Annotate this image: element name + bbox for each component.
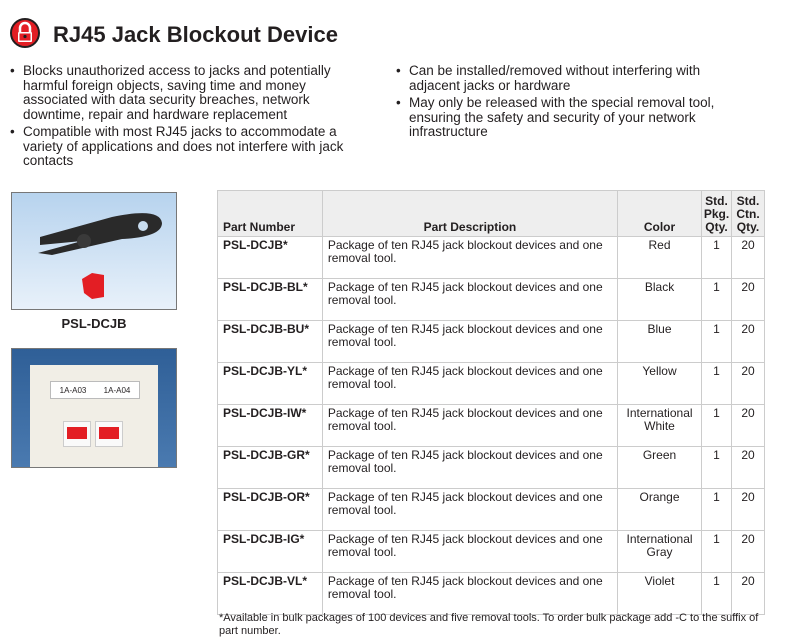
cell-part-description: Package of ten RJ45 jack blockout devices and one removal tool. bbox=[322, 363, 617, 405]
footnote: *Available in bulk packages of 100 devices and five removal tools. To order bulk package add -C to the suffix of part number. bbox=[219, 612, 759, 637]
cell-color: Black bbox=[618, 279, 702, 321]
header-part-number: Part Number bbox=[218, 191, 323, 237]
cell-std-pkg-qty: 1 bbox=[702, 573, 732, 615]
product-photo-faceplate bbox=[11, 348, 177, 468]
cell-color: Blue bbox=[618, 321, 702, 363]
cell-part-description: Package of ten RJ45 jack blockout devices and one removal tool. bbox=[322, 237, 617, 279]
cell-part-number: PSL-DCJB* bbox=[218, 237, 323, 279]
cell-part-description: Package of ten RJ45 jack blockout devices and one removal tool. bbox=[322, 489, 617, 531]
cell-color: International White bbox=[618, 405, 702, 447]
table-row bbox=[218, 321, 765, 363]
table-header-row bbox=[218, 191, 765, 237]
table-row bbox=[218, 489, 765, 531]
cell-part-description: Package of ten RJ45 jack blockout devices and one removal tool. bbox=[322, 279, 617, 321]
feature-list-right bbox=[394, 64, 724, 143]
feature-bullet: • Can be installed/removed without interfering with adjacent jacks or hardware bbox=[394, 64, 724, 93]
product-photo-removal-tool bbox=[11, 192, 177, 310]
jack-label: 1A-A03 bbox=[59, 385, 87, 395]
cell-std-ctn-qty: 20 bbox=[731, 237, 764, 279]
product-table bbox=[217, 190, 765, 615]
cell-part-description: Package of ten RJ45 jack blockout devices and one removal tool. bbox=[322, 321, 617, 363]
cell-part-number: PSL-DCJB-YL* bbox=[218, 363, 323, 405]
cell-std-ctn-qty: 20 bbox=[731, 573, 764, 615]
feature-list-left bbox=[8, 64, 353, 172]
cell-part-number: PSL-DCJB-BL* bbox=[218, 279, 323, 321]
cell-part-description: Package of ten RJ45 jack blockout devices and one removal tool. bbox=[322, 447, 617, 489]
table-row bbox=[218, 237, 765, 279]
feature-bullet: • Compatible with most RJ45 jacks to accommodate a variety of applications and does not interfere with jack contacts bbox=[8, 125, 353, 169]
table-row bbox=[218, 573, 765, 615]
page-title: RJ45 Jack Blockout Device bbox=[53, 22, 338, 47]
cell-std-pkg-qty: 1 bbox=[702, 363, 732, 405]
cell-std-ctn-qty: 20 bbox=[731, 363, 764, 405]
cell-std-pkg-qty: 1 bbox=[702, 237, 732, 279]
table-row bbox=[218, 279, 765, 321]
cell-std-pkg-qty: 1 bbox=[702, 279, 732, 321]
cell-part-number: PSL-DCJB-VL* bbox=[218, 573, 323, 615]
cell-part-number: PSL-DCJB-GR* bbox=[218, 447, 323, 489]
table-row bbox=[218, 405, 765, 447]
header-std-ctn-qty: Std. Ctn. Qty. bbox=[731, 191, 764, 237]
cell-std-pkg-qty: 1 bbox=[702, 321, 732, 363]
photo-caption: PSL-DCJB bbox=[61, 316, 127, 331]
feature-bullet: • May only be released with the special removal tool, ensuring the safety and security of your network infrastructure bbox=[394, 96, 724, 140]
cell-std-ctn-qty: 20 bbox=[731, 447, 764, 489]
cell-part-number: PSL-DCJB-IG* bbox=[218, 531, 323, 573]
cell-part-number: PSL-DCJB-IW* bbox=[218, 405, 323, 447]
cell-color: Orange bbox=[618, 489, 702, 531]
table-row bbox=[218, 447, 765, 489]
cell-part-description: Package of ten RJ45 jack blockout devices and one removal tool. bbox=[322, 405, 617, 447]
padlock-icon bbox=[10, 18, 40, 48]
cell-std-pkg-qty: 1 bbox=[702, 447, 732, 489]
cell-part-number: PSL-DCJB-OR* bbox=[218, 489, 323, 531]
table-row bbox=[218, 531, 765, 573]
header-part-description: Part Description bbox=[322, 191, 617, 237]
cell-color: Green bbox=[618, 447, 702, 489]
cell-std-pkg-qty: 1 bbox=[702, 405, 732, 447]
table-row bbox=[218, 363, 765, 405]
cell-color: International Gray bbox=[618, 531, 702, 573]
header-color: Color bbox=[618, 191, 702, 237]
cell-std-ctn-qty: 20 bbox=[731, 531, 764, 573]
cell-std-ctn-qty: 20 bbox=[731, 489, 764, 531]
cell-std-ctn-qty: 20 bbox=[731, 405, 764, 447]
cell-part-description: Package of ten RJ45 jack blockout devices and one removal tool. bbox=[322, 573, 617, 615]
cell-std-pkg-qty: 1 bbox=[702, 531, 732, 573]
cell-std-pkg-qty: 1 bbox=[702, 489, 732, 531]
cell-part-number: PSL-DCJB-BU* bbox=[218, 321, 323, 363]
cell-std-ctn-qty: 20 bbox=[731, 279, 764, 321]
header-std-pkg-qty: Std. Pkg. Qty. bbox=[702, 191, 732, 237]
cell-color: Violet bbox=[618, 573, 702, 615]
cell-color: Yellow bbox=[618, 363, 702, 405]
feature-bullet: • Blocks unauthorized access to jacks and potentially harmful foreign objects, saving time and money associated with data security breaches, network downtime, repair and hardware replacement bbox=[8, 64, 353, 122]
cell-part-description: Package of ten RJ45 jack blockout devices and one removal tool. bbox=[322, 531, 617, 573]
cell-color: Red bbox=[618, 237, 702, 279]
cell-std-ctn-qty: 20 bbox=[731, 321, 764, 363]
jack-label: 1A-A04 bbox=[103, 385, 131, 395]
